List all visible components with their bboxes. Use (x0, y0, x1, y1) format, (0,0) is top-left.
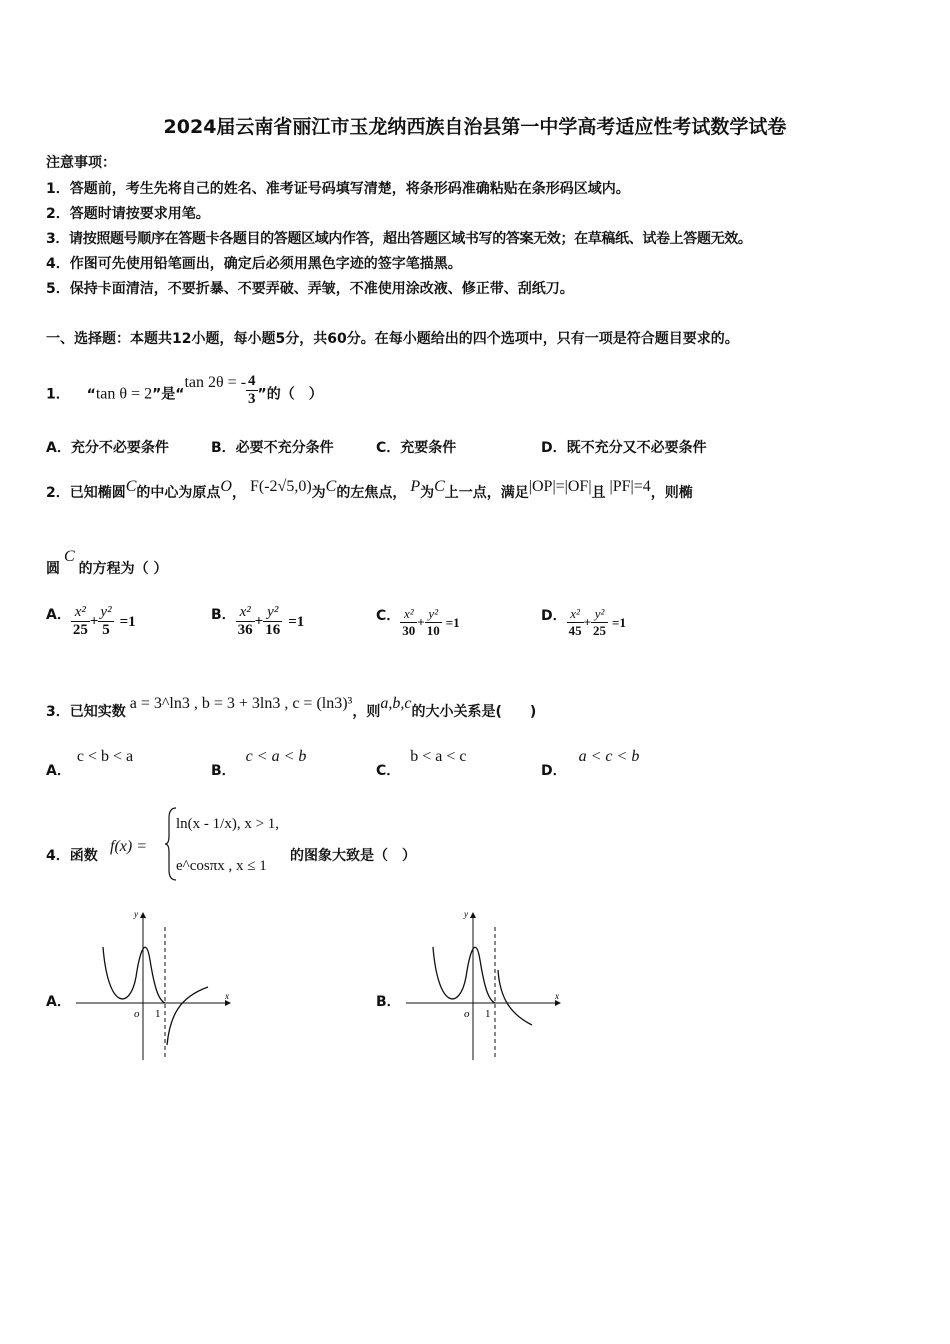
q4-tail: 的图象大致是（ ） (290, 848, 416, 864)
notice-item-4: 4．作图可先使用铅笔画出，确定后必须用黑色字迹的签字笔描黑。 (46, 256, 462, 272)
q1-option-a: A．充分不必要条件 (46, 440, 169, 456)
piecewise-case-2: e^cosπx , x ≤ 1 (176, 858, 267, 874)
curve-right (167, 987, 208, 1045)
piecewise-case-1: ln(x - 1/x), x > 1, (176, 816, 280, 832)
curve-right (498, 970, 532, 1025)
notice-item-5: 5．保持卡面清洁，不要折暴、不要弄破、弄皱，不准使用涂改液、修正带、刮纸刀。 (46, 281, 574, 297)
q2-option-d: D． $\frac{\text{x²}}{45}$ + $\frac{\text{y²}}{25}$ =1 (541, 606, 626, 638)
svg-text:1: 1 (485, 1008, 491, 1020)
notice-item-2: 2．答题时请按要求用笔。 (46, 206, 210, 222)
q2-option-b: B． $\frac{\text{x²}}{36}$ + $\frac{\text{y²}}{16}$ =1 (211, 604, 305, 638)
condition-tan-2theta: tan 2θ = - (184, 373, 247, 391)
curve-left (433, 947, 495, 1003)
q3-option-a: A．c < b < a (46, 748, 134, 779)
q3-expression: a = 3^ln3 , b = 3 + 3ln3 , c = (ln3)³ (129, 695, 353, 712)
svg-text:o: o (134, 1008, 140, 1020)
question-3-text: 3．已知实数 a = 3^ln3 , b = 3 + 3ln3 , c = (ln3)³，则a,b,c的大小关系是( ) (46, 695, 537, 720)
q1-option-d: D．既不充分又不必要条件 (541, 440, 707, 456)
page-title: 2024届云南省丽江市玉龙纳西族自治县第一中学高考适应性考试数学试卷 (163, 116, 787, 138)
condition-pf: |PF|=4 (609, 478, 651, 495)
condition-op-of: |OP|=|OF| (528, 478, 592, 495)
svg-text:x: x (555, 991, 559, 1001)
section-heading: 一、选择题：本题共12小题，每小题5分，共60分。在每小题给出的四个选项中，只有一项是符合题目要求的。 (46, 331, 739, 347)
focus-point: F(-2√5,0) (249, 478, 312, 495)
q4-function-lhs: f(x) = (110, 838, 147, 855)
q1-option-c: C．充要条件 (376, 440, 457, 456)
q3-option-b: B．c < a < b (211, 748, 307, 779)
question-2-text: 2．已知椭圆C的中心为原点O， F(-2√5,0)为C的左焦点， P为C上一点，满足|OP|=|OF|且 |PF|=4，则椭 (46, 478, 693, 501)
q4-option-b-label: B． (376, 994, 401, 1010)
graph-option-a (70, 905, 240, 1065)
q4-lead: 4．函数 (46, 848, 98, 864)
question-number: 4． (46, 848, 70, 864)
q4-option-a-label: A． (46, 994, 71, 1010)
q2-option-a: A． $\frac{\text{x²}}{25}$ + $\frac{\text{y²}}{5}$ =1 (46, 604, 136, 638)
condition-tan-theta: tan θ = 2 (95, 385, 153, 403)
q3-option-c: C．b < a < c (376, 748, 467, 779)
q1-option-b: B．必要不充分条件 (211, 440, 334, 456)
question-2-text-cont: 圆C的方程为（ ） (46, 548, 168, 577)
svg-text:o: o (464, 1008, 470, 1020)
notice-heading: 注意事项： (46, 155, 116, 171)
notice-item-3: 3．请按照题号顺序在答题卡各题目的答题区域内作答，超出答题区域书写的答案无效；在草稿纸、试卷上答题无效。 (46, 231, 752, 247)
question-number: 1． (46, 386, 70, 403)
question-1-text: 1． “tan θ = 2”是“tan 2θ = - $\frac{4}{3}$ ”的（ ） (46, 373, 323, 407)
svg-text:y: y (134, 909, 138, 919)
svg-text:1: 1 (155, 1008, 161, 1020)
graph-option-b (400, 905, 570, 1065)
q2-option-c: C． $\frac{\text{x²}}{30}$ + $\frac{\text{y²}}{10}$ =1 (376, 606, 460, 638)
fraction-4-3: $\frac{4}{3}$ (248, 373, 256, 407)
curve-left (103, 947, 165, 1003)
svg-text:x: x (225, 991, 229, 1001)
svg-text:y: y (464, 909, 468, 919)
question-number: 3． (46, 704, 70, 720)
q3-option-d: D．a < c < b (541, 748, 640, 779)
question-number: 2． (46, 485, 70, 501)
notice-item-1: 1．答题前，考生先将自己的姓名、准考证号码填写清楚，将条形码准确粘贴在条形码区域内。 (46, 181, 630, 197)
